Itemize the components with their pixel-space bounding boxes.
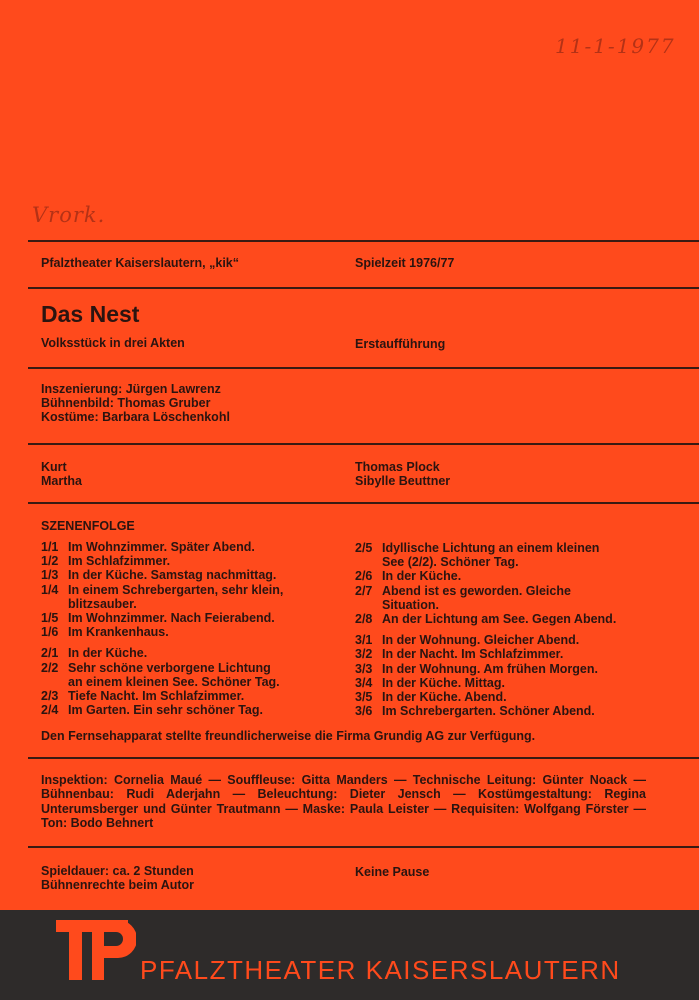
cast-role: Martha: [41, 474, 82, 489]
footer-brand: PFALZTHEATER KAISERSLAUTERN: [140, 955, 621, 985]
divider: [28, 757, 699, 759]
cast-roles: [41, 460, 82, 488]
season: Spielzeit 1976/77: [355, 256, 455, 270]
cast-actor: Thomas Plock: [355, 460, 440, 474]
scene-row: See (2/2). Schöner Tag.: [382, 555, 519, 570]
scene-row: 3/3 In der Wohnung. Am frühen Morgen.: [355, 661, 598, 676]
credit-costumes: Kostüme: Barbara Löschenkohl: [41, 410, 230, 425]
scenes-heading: SZENENFOLGE: [41, 519, 135, 533]
scene-row: 1/5 Im Wohnzimmer. Nach Feierabend.: [41, 611, 275, 626]
scenes-left: [41, 540, 341, 717]
cast-actor: Sibylle Beuttner: [355, 474, 451, 489]
play-title: Das Nest: [41, 301, 140, 327]
scene-row: 2/8 An der Lichtung am See. Gegen Abend.: [355, 612, 617, 627]
staff-credits: Inspektion: Cornelia Maué — Souffleuse: Gitta Manders — Technische Leitung: Günter Noack — Bühnenbau: Rudi Aderjahn — Beleuchtung: Dieter Jensch — Kostümgestaltung: Regina Unterumsberger und Günter Trautmann — Maske: Paula Leister — Requisiten: Wolfgang Förster — Ton: Bodo Behnert: [41, 773, 646, 830]
theatre-name: Pfalztheater Kaiserslautern, „kik“: [41, 256, 239, 270]
scene-row: 3/1 In der Wohnung. Gleicher Abend.: [355, 633, 580, 648]
scene-row: an einem kleinen See. Schöner Tag.: [68, 674, 280, 689]
handwritten-note: Vrork.: [32, 203, 106, 227]
scene-row: 2/3 Tiefe Nacht. Im Schlafzimmer.: [41, 689, 245, 704]
scene-row: 2/6 In der Küche.: [355, 569, 462, 584]
scene-row: 3/5 In der Küche. Abend.: [355, 690, 507, 705]
scene-row: 2/4 Im Garten. Ein sehr schöner Tag.: [41, 703, 263, 718]
scene-row: 2/1 In der Küche.: [41, 646, 148, 661]
scenes-right: [355, 541, 655, 718]
scene-row: 3/6 Im Schrebergarten. Schöner Abend.: [355, 704, 595, 719]
scene-row: 1/1 Im Wohnzimmer. Später Abend.: [41, 540, 255, 554]
scene-row: 2/5 Idyllische Lichtung an einem kleinen: [355, 541, 600, 555]
credit-stage: Bühnenbild: Thomas Gruber: [41, 396, 211, 411]
rights: Bühnenrechte beim Autor: [41, 878, 195, 893]
scene-row: 2/7 Abend ist es geworden. Gleiche: [355, 583, 571, 598]
divider: [28, 240, 699, 242]
credit-director: Inszenierung: Jürgen Lawrenz: [41, 382, 221, 396]
scene-row: blitzsauber.: [68, 596, 137, 611]
credits: [41, 382, 230, 425]
scene-row: 1/3 In der Küche. Samstag nachmittag.: [41, 568, 277, 583]
scene-row: 2/2 Sehr schöne verborgene Lichtung: [41, 660, 271, 675]
scene-row: 1/2 Im Schlafzimmer.: [41, 554, 171, 569]
scene-row: 1/4 In einem Schrebergarten, sehr klein,: [41, 582, 284, 597]
scene-row: 3/2 In der Nacht. Im Schlafzimmer.: [355, 647, 564, 662]
performance-info: [41, 864, 194, 892]
sponsor-note: Den Fernsehapparat stellte freundlicherweise die Firma Grundig AG zur Verfügung.: [41, 729, 536, 743]
tp-logo-icon: [54, 918, 136, 982]
scene-row: 1/6 Im Krankenhaus.: [41, 625, 169, 640]
pause-note: Keine Pause: [355, 865, 430, 879]
divider: [28, 443, 699, 445]
scene-row: 3/4 In der Küche. Mittag.: [355, 675, 505, 690]
handwritten-date: 11-1-1977: [555, 34, 676, 58]
divider: [28, 502, 699, 504]
cast-role: Kurt: [41, 460, 67, 474]
premiere-note: Erstaufführung: [355, 337, 446, 351]
divider: [28, 846, 699, 848]
divider: [28, 287, 699, 289]
play-subtitle: Volksstück in drei Akten: [41, 336, 185, 350]
divider: [28, 367, 699, 369]
scene-row: Situation.: [382, 597, 439, 612]
cast-actors: [355, 460, 450, 488]
duration: Spieldauer: ca. 2 Stunden: [41, 864, 194, 878]
